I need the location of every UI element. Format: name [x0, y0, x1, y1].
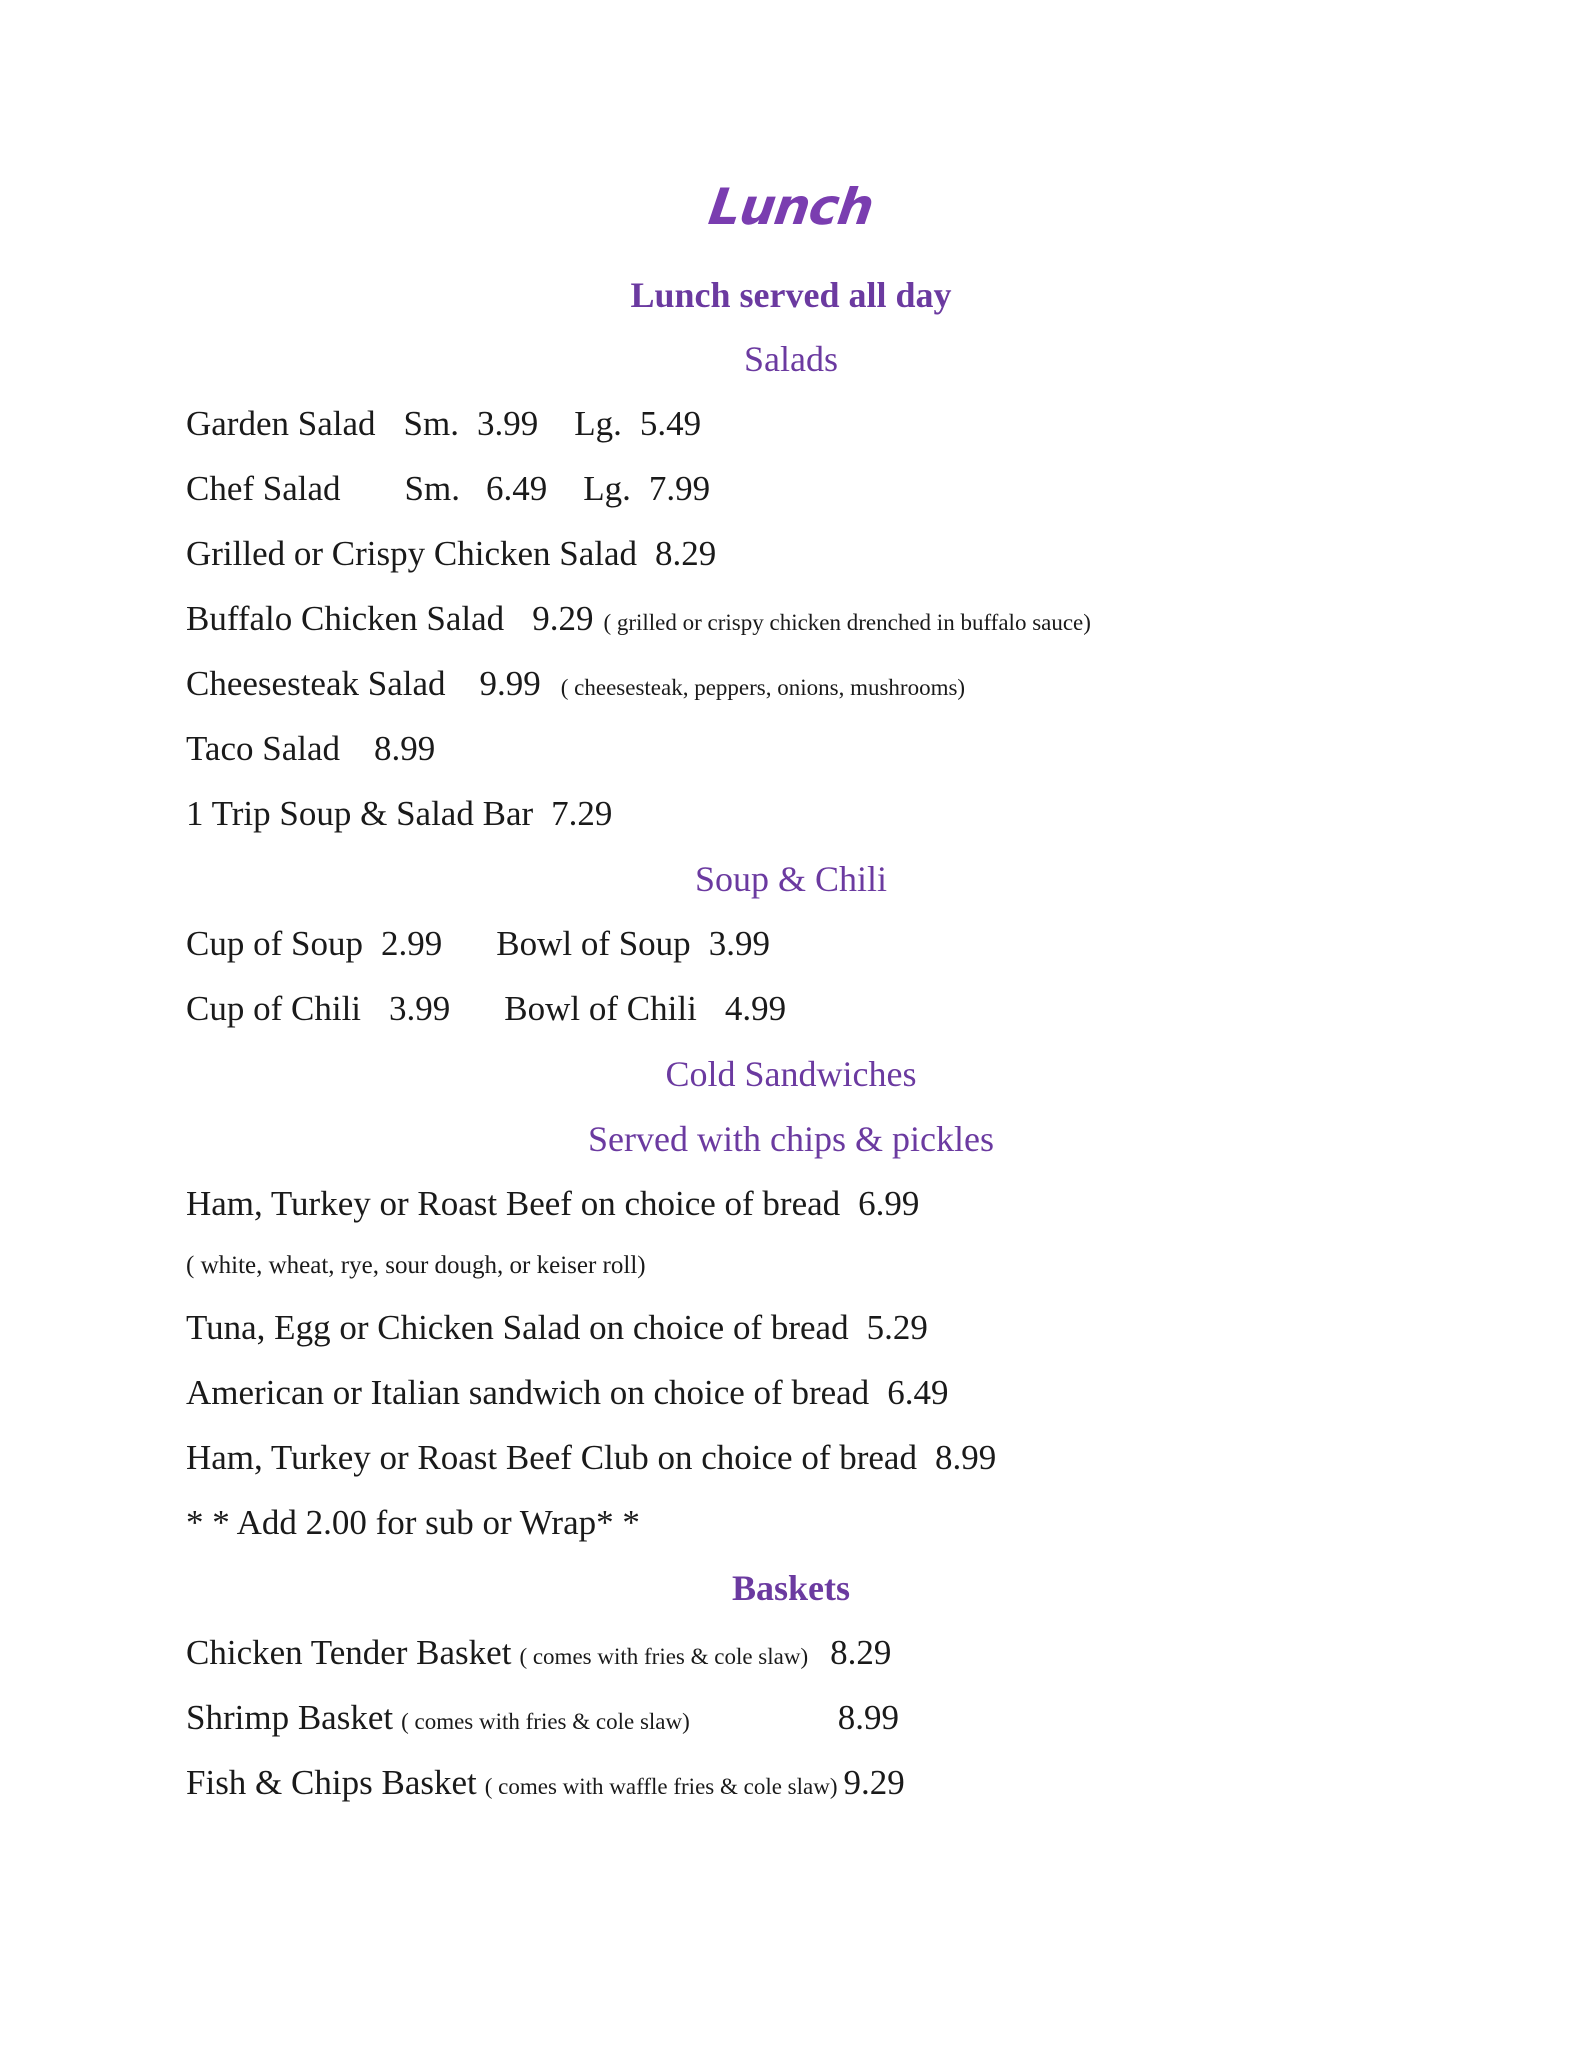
item-note: ( comes with fries & cole slaw) [401, 1709, 690, 1734]
menu-item-chicken-tender-basket [186, 1633, 891, 1673]
item-name: Chef Salad [186, 469, 341, 508]
item-price: 9.29 [532, 599, 594, 638]
item-price: 5.29 [866, 1308, 928, 1347]
item-name: Grilled or Crispy Chicken Salad [186, 534, 638, 573]
item-note: ( comes with waffle fries & cole slaw) [484, 1774, 838, 1799]
item-price: 8.99 [374, 729, 436, 768]
item-price: 6.49 [887, 1373, 949, 1412]
size-label: Sm. [403, 404, 459, 443]
section-heading-baskets: Baskets [731, 1568, 851, 1608]
item-price: 8.29 [655, 534, 717, 573]
item-price: 5.49 [639, 404, 702, 443]
item-name: Cup of Soup [186, 924, 363, 963]
item-price: 8.99 [837, 1698, 900, 1737]
item-name: Bowl of Soup [496, 924, 691, 963]
section-heading-salads: Salads [744, 339, 838, 379]
item-name: Ham, Turkey or Roast Beef Club on choice of bread [186, 1438, 917, 1477]
menu-item-buffalo-salad [186, 599, 1091, 639]
menu-item-taco-salad [186, 729, 435, 769]
item-name: Taco Salad [186, 729, 341, 768]
menu-item-chef-salad [186, 469, 710, 509]
item-price: 2.99 [380, 924, 443, 963]
size-label: Lg. [574, 404, 622, 443]
menu-item-cheesesteak-salad [186, 664, 965, 704]
item-name: 1 Trip Soup & Salad Bar [186, 794, 534, 833]
item-name: Chicken Tender Basket [186, 1633, 512, 1672]
section-heading-soup-chili: Soup & Chili [694, 859, 888, 899]
bread-choice-note: ( white, wheat, rye, sour dough, or keiser roll) [186, 1252, 646, 1279]
menu-item-meat-sandwich [186, 1184, 919, 1224]
item-price: 9.99 [479, 664, 541, 703]
item-price: 8.99 [934, 1438, 997, 1477]
item-name: Buffalo Chicken Salad [186, 599, 505, 638]
item-price: 7.99 [648, 469, 711, 508]
item-name: Fish & Chips Basket [186, 1763, 477, 1802]
item-note: ( comes with fries & cole slaw) [519, 1644, 809, 1669]
menu-item-club-sandwich [186, 1438, 996, 1478]
item-name: Shrimp Basket [186, 1698, 394, 1737]
menu-item-soup-salad-bar [186, 794, 612, 834]
menu-item-fish-chips-basket [186, 1763, 905, 1803]
item-price: 3.99 [708, 924, 770, 963]
menu-item-salad-sandwich [186, 1308, 928, 1348]
item-name: Tuna, Egg or Chicken Salad on choice of bread [186, 1308, 849, 1347]
section-subheading-chips-pickles: Served with chips & pickles [588, 1119, 994, 1159]
sub-wrap-addon-note: * * Add 2.00 for sub or Wrap* * [186, 1503, 640, 1542]
item-price: 4.99 [724, 989, 787, 1028]
menu-item-chili [186, 989, 786, 1029]
menu-item-chicken-salad [186, 534, 716, 574]
item-name: American or Italian sandwich on choice of bread [186, 1373, 870, 1412]
item-price: 3.99 [476, 404, 539, 443]
item-price: 3.99 [389, 989, 451, 1028]
menu-item-shrimp-basket [186, 1698, 899, 1738]
menu-subtitle: Lunch served all day [630, 275, 952, 315]
item-price: 7.29 [551, 794, 613, 833]
item-name: Bowl of Chili [504, 989, 697, 1028]
size-label: Lg. [583, 469, 631, 508]
menu-item-garden-salad [186, 404, 701, 444]
size-label: Sm. [404, 469, 460, 508]
item-name: Cup of Chili [186, 989, 362, 1028]
item-name: Ham, Turkey or Roast Beef on choice of bread [186, 1184, 841, 1223]
menu-title: Lunch [705, 178, 877, 236]
item-price: 6.99 [858, 1184, 920, 1223]
item-price: 9.29 [843, 1763, 905, 1802]
item-name: Cheesesteak Salad [186, 664, 446, 703]
item-note: ( grilled or crispy chicken drenched in buffalo sauce) [603, 610, 1091, 635]
item-note: ( cheesesteak, peppers, onions, mushrooms) [560, 675, 966, 700]
menu-item-american-italian-sandwich [186, 1373, 948, 1413]
item-name: Garden Salad [186, 404, 376, 443]
item-price: 8.29 [830, 1633, 892, 1672]
section-heading-cold-sandwiches: Cold Sandwiches [665, 1054, 917, 1094]
menu-item-soup [186, 924, 770, 964]
item-price: 6.49 [486, 469, 548, 508]
